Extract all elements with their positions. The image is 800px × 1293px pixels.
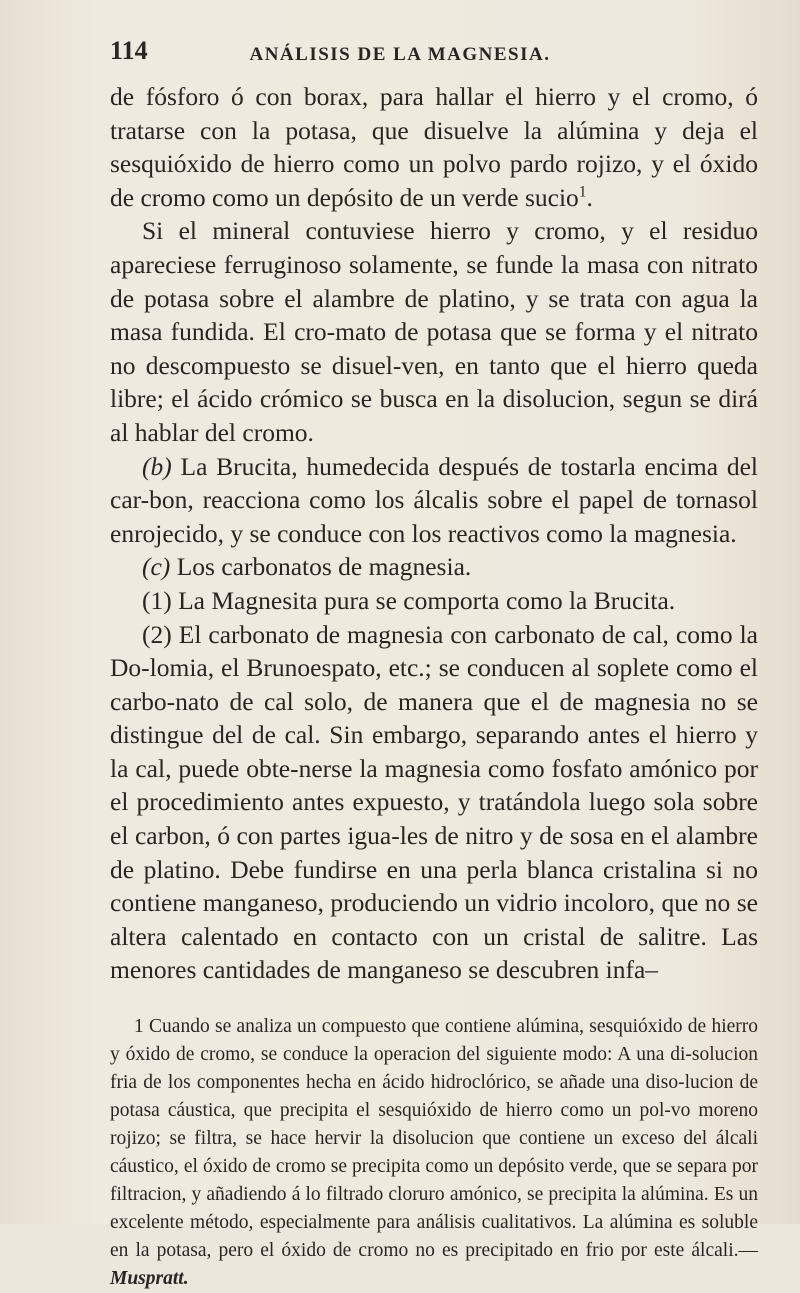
footnote-author: Muspratt. <box>110 1268 189 1289</box>
footnote-text: Cuando se analiza un compuesto que contiene alúmina, sesquióxido de hierro y óxido de cromo, se conduce la operacion del siguiente modo: A una di-solucion fria de los componentes hecha en ácido hidroclórico, se añade una diso-lucion de potasa cáustica, que precipita el sesquióxido de hierro como un pol-vo moreno rojizo; se filtra, se hace hervir la disolucion que contiene un exceso del álcali cáustico, el óxido de cromo se precipita como un depósito verde, que se separa por filtracion, y añadiendo á lo filtrado cloruro amónico, se precipita la alúmina. Es un excelente método, especialmente para análisis cualitativos. La alúmina es soluble en la potasa, pero el óxido de cromo no es precipitado en frio por este álcali.— <box>110 1016 759 1261</box>
paragraph-2 <box>110 214 758 449</box>
paragraph-3 <box>110 450 758 551</box>
footnote-1 <box>110 1013 758 1293</box>
paragraph-4 <box>110 550 758 584</box>
footnote-reference: 1 <box>578 183 587 201</box>
footnotes <box>110 1013 758 1293</box>
paragraph-text: La Brucita, humedecida después de tostarla encima del car-bon, reacciona como los álcalis sobre el papel de tornasol enrojecido, y se conduce con los reactivos como la magnesia. <box>110 451 758 548</box>
paragraph-text: Los carbonatos de magnesia. <box>176 552 472 582</box>
footnote-number: 1 <box>134 1016 144 1037</box>
section-marker: (2) <box>142 619 172 649</box>
page-number: 114 <box>110 36 148 65</box>
page-header <box>0 36 800 76</box>
main-text <box>110 80 758 987</box>
section-marker: (c) <box>142 552 171 582</box>
running-title: ANÁLISIS DE LA MAGNESIA. <box>249 44 551 65</box>
paragraph-text: Si el mineral contuviese hierro y cromo, y el residuo apareciese ferruginoso solamente, se funde la masa con nitrato de potasa sobre el alambre de platino, y se trata con agua la masa fundida. El cro-mato de potasa que se forma y el nitrato no descompuesto se disuel-ven, en tanto que el hierro queda libre; el ácido crómico se busca en la disolucion, segun se dirá al hablar del cromo. <box>110 216 758 447</box>
paragraph-text: La Magnesita pura se comporta como la Brucita. <box>178 585 676 615</box>
paragraph-punctuation: . <box>586 182 593 212</box>
paragraph-1 <box>110 80 758 214</box>
section-marker: (b) <box>142 451 172 481</box>
section-marker: (1) <box>142 585 172 615</box>
paragraph-5 <box>110 584 758 618</box>
paragraph-text: El carbonato de magnesia con carbonato de cal, como la Do-lomia, el Brunoespato, etc.; se conducen al soplete como el carbo-nato de cal solo, de manera que el de magnesia no se distingue del de cal. Sin embargo, separando antes el hierro y la cal, puede obte-nerse la magnesia como fosfato amónico por el procedimiento antes expuesto, y tratándola luego sola sobre el carbon, ó con partes igua-les de nitro y de sosa en el alambre de platino. Debe fundirse en una perla blanca cristalina si no contiene manganeso, produciendo un vidrio incoloro, que no se altera calentado en contacto con un cristal de salitre. Las menores cantidades de manganeso se descubren infa– <box>110 619 758 985</box>
paragraph-6 <box>110 618 758 988</box>
paragraph-text: de fósforo ó con borax, para hallar el hierro y el cromo, ó tratarse con la potasa, que disuelve la alúmina y deja el sesquióxido de hierro como un polvo pardo rojizo, y el óxido de cromo como un depósito de un verde sucio <box>110 82 758 212</box>
